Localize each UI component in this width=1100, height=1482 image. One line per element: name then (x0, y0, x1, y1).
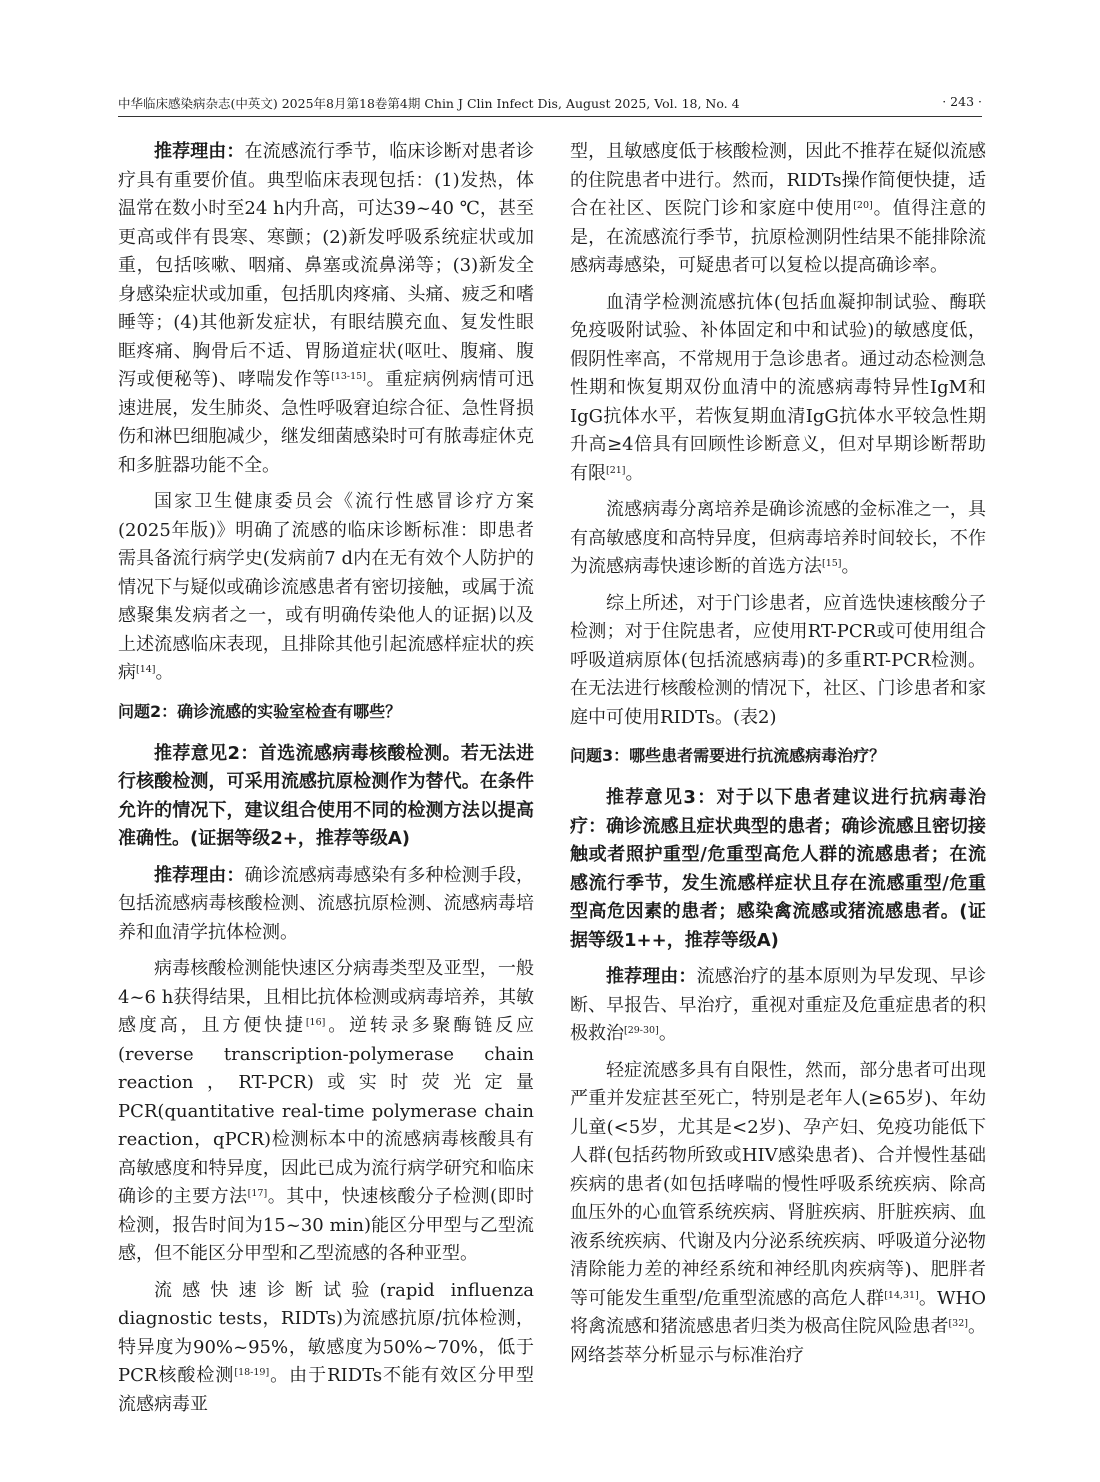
paragraph: 轻症流感多具有自限性，然而，部分患者可出现严重并发症甚至死亡，特别是老年人(≥65岁)、年幼儿童(<5岁，尤其是<2岁)、孕产妇、免疫功能低下人群(包括药物所致或HIV感染患者)、合并慢性基础疾病的患者(如包括哮喘的慢性呼吸系统疾病、除高血压外的心血管系统疾病、肾脏疾病、肝脏疾病、血液系统疾病、代谢及内分泌系统疾病、呼吸道分泌物清除能力差的神经系统和神经肌肉疾病等)、肥胖者等可能发生重型/危重型流感的高危人群[14,31]。WHO将禽流感和猪流感患者归类为极高住院风险患者[32]。网络荟萃分析显示与标准治疗 (570, 1059, 987, 1366)
citation: [18-19] (234, 1367, 270, 1378)
rationale-label: 推荐理由： (606, 966, 697, 987)
citation: [17] (247, 1188, 268, 1199)
paragraph: 推荐理由：确诊流感病毒感染有多种检测手段，包括流感病毒核酸检测、流感抗原检测、流感病毒培养和血清学抗体检测。 (118, 864, 534, 943)
paragraph: 病毒核酸检测能快速区分病毒类型及亚型，一般4~6 h获得结果，且相比抗体检测或病毒培养，其敏感度高，且方便快捷[16]。逆转录多聚酶链反应(reverse transcription-polymerase chain reaction，RT-PCR)或实时荧光定量PCR(quantitative real-time polymerase chain reaction，qPCR)检测标本中的流感病毒核酸具有高敏感度和特异度，因此已成为流行病学研究和临床确诊的主要方法[17]。其中，快速核酸分子检测(即时检测，报告时间为15~30 min)能区分甲型与乙型流感，但不能区分甲型和乙型流感的各种亚型。 (118, 958, 535, 1264)
citation: [15] (822, 558, 842, 569)
question-heading: 问题2：确诊流感的实验室检查有哪些？ (118, 701, 402, 721)
citation: [16] (305, 1017, 326, 1028)
paragraph: 型，且敏感度低于核酸检测，因此不推荐在疑似流感的住院患者中进行。然而，RIDTs操作简便快捷，适合在社区、医院门诊和家庭中使用[20]。值得注意的是，在流感流行季节，抗原检测阴性结果不能排除流感病毒感染，可疑患者可以复检以提高确诊率。 (570, 141, 986, 276)
citation: [13-15] (331, 371, 366, 382)
rationale-label: 推荐理由： (154, 141, 245, 162)
page-number: · 243 · (942, 94, 982, 109)
citation: [29-30] (624, 1025, 659, 1036)
rationale-label: 推荐理由： (154, 864, 245, 886)
citation: [21] (606, 464, 626, 476)
running-header (118, 90, 982, 117)
question-heading: 问题3：哪些患者需要进行抗流感病毒治疗？ (570, 746, 886, 765)
citation: [32] (948, 1318, 968, 1329)
paragraph: 流感快速诊断试验(rapid influenza diagnostic tests，RIDTs)为流感抗原/抗体检测，特异度为90%~95%，敏感度为50%~70%，低于PCR核酸检测[18-19]。由于RIDTs不能有效区分甲型流感病毒亚 (118, 1279, 535, 1415)
left-column (118, 138, 534, 1419)
paragraph: 综上所述，对于门诊患者，应首选快速核酸分子检测；对于住院患者，应使用RT-PCR或可使用组合呼吸道病原体(包括流感病毒)的多重RT-PCR检测。在无法进行核酸检测的情况下，社区、门诊患者和家庭中可使用RIDTs。(表2) (570, 592, 986, 728)
paragraph: 推荐理由：流感治疗的基本原则为早发现、早诊断、早报告、早治疗，重视对重症及危重症患者的积极救治[29-30]。 (570, 966, 986, 1044)
citation: [20] (853, 200, 873, 211)
recommendation: 推荐意见3：对于以下患者建议进行抗病毒治疗：确诊流感且症状典型的患者；确诊流感且密切接触或者照护重型/危重型高危人群的流感患者；在流感流行季节，发生流感样症状且存在流感重型/危重型高危因素的患者；感染禽流感或猪流感患者。(证据等级1++，推荐等级A) (570, 787, 986, 951)
paragraph: 国家卫生健康委员会《流行性感冒诊疗方案(2025年版)》明确了流感的临床诊断标准：即患者需具备流行病学史(发病前7 d内在无有效个人防护的情况下与疑似或确诊流感患者有密切接触，或属于流感聚集发病者之一，或有明确传染他人的证据)以及上述流感临床表现，且排除其他引起流感样症状的疾病[14]。 (118, 491, 534, 683)
citation: [14] (136, 664, 156, 675)
citation: [14,31] (884, 1289, 919, 1301)
recommendation: 推荐意见2：首选流感病毒核酸检测。若无法进行核酸检测，可采用流感抗原检测作为替代。在条件允许的情况下，建议组合使用不同的检测方法以提高准确性。(证据等级2+，推荐等级A) (118, 742, 534, 849)
paragraph: 流感病毒分离培养是确诊流感的金标准之一，具有高敏感度和高特异度，但病毒培养时间较长，不作为流感病毒快速诊断的首选方法[15]。 (570, 499, 986, 577)
journal-citation: 中华临床感染病杂志(中英文) 2025年8月第18卷第4期 Chin J Clin Infect Dis, August 2025, Vol. 18, No. 4 (118, 96, 740, 111)
paragraph: 血清学检测流感抗体(包括血凝抑制试验、酶联免疫吸附试验、补体固定和中和试验)的敏感度低，假阴性率高，不常规用于急诊患者。通过动态检测急性期和恢复期双份血清中的流感病毒特异性IgM和IgG抗体水平，若恢复期血清IgG抗体水平较急性期升高≥4倍具有回顾性诊断意义，但对早期诊断帮助有限[21]。 (570, 291, 986, 484)
right-column (570, 138, 986, 1370)
paragraph: 推荐理由：在流感流行季节，临床诊断对患者诊疗具有重要价值。典型临床表现包括：(1)发热，体温常在数小时至24 h内升高，可达39~40 ℃，甚至更高或伴有畏寒、寒颤；(2)新发呼吸系统症状或加重，包括咳嗽、咽痛、鼻塞或流鼻涕等；(3)新发全身感染症状或加重，包括肌肉疼痛、头痛、疲乏和嗜睡等；(4)其他新发症状，有眼结膜充血、复发性眼眶疼痛、胸骨后不适、胃肠道症状(呕吐、腹痛、腹泻或便秘等)、哮喘发作等[13-15]。重症病例病情可迅速进展，发生肺炎、急性呼吸窘迫综合征、急性肾损伤和淋巴细胞减少，继发细菌感染时可有脓毒症休克和多脏器功能不全。 (118, 141, 535, 476)
